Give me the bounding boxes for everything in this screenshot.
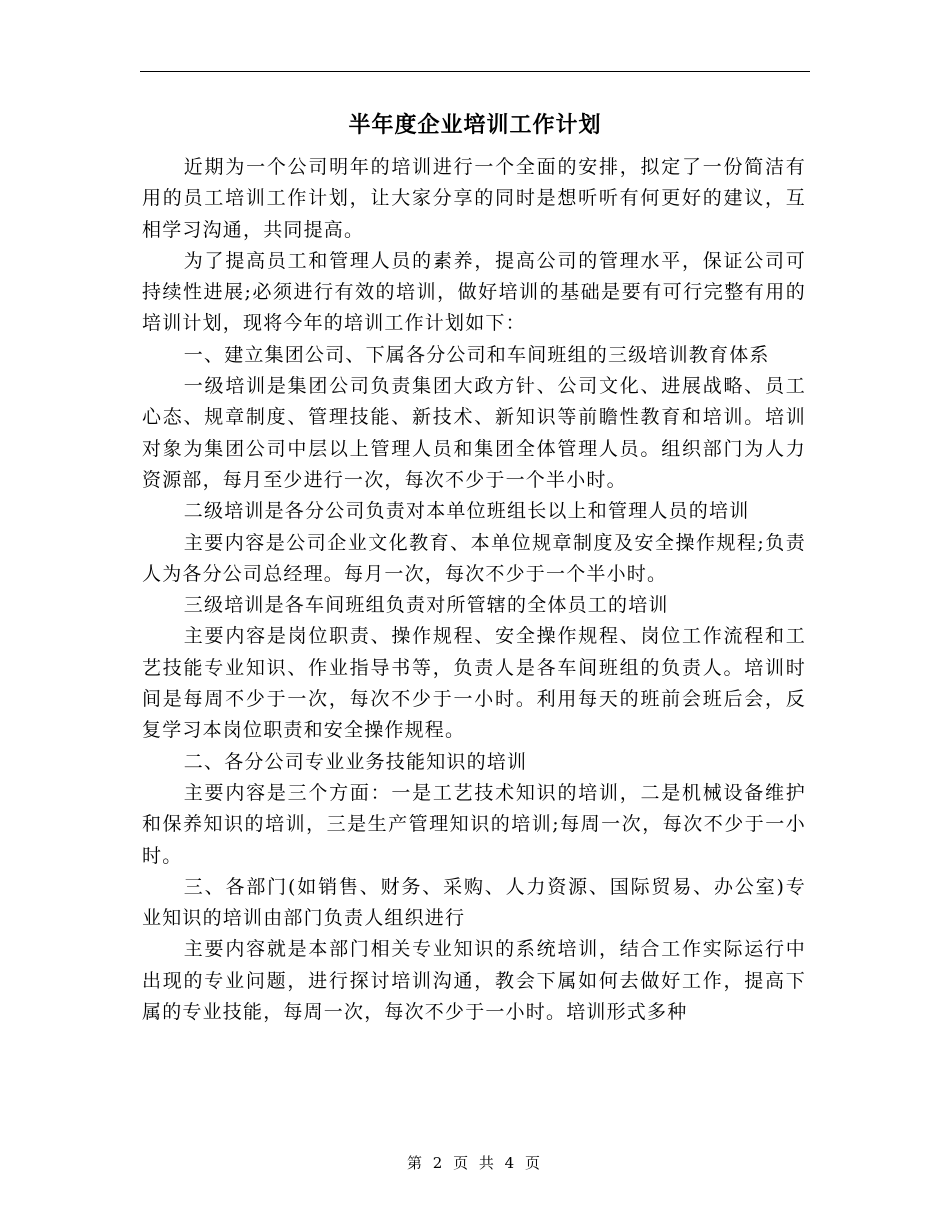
paragraph-section-2-content: 主要内容是三个方面：一是工艺技术知识的培训，二是机械设备维护和保养知识的培训，三是生产管理知识的培训;每周一次，每次不少于一小时。	[142, 781, 806, 867]
document-title: 半年度企业培训工作计划	[348, 112, 602, 138]
section-heading-2: 二、各分公司专业业务技能知识的培训	[183, 750, 528, 773]
paragraph-purpose: 为了提高员工和管理人员的素养，提高公司的管理水平，保证公司可持续性进展;必须进行有效的培训，做好培训的基础是要有可行完整有用的培训计划，现将今年的培训工作计划如下：	[142, 249, 806, 335]
section-heading-1: 一、建立集团公司、下属各分公司和车间班组的三级培训教育体系	[183, 343, 770, 366]
page-number-footer: 第 2 页 共 4 页	[407, 1154, 543, 1172]
paragraph-level-3-training: 三级培训是各车间班组负责对所管辖的全体员工的培训	[183, 594, 669, 617]
section-heading-3: 三、各部门(如销售、财务、采购、人力资源、国际贸易、办公室)专业知识的培训由部门负责人组织进行	[142, 875, 806, 930]
paragraph-level-3-content: 主要内容是岗位职责、操作规程、安全操作规程、岗位工作流程和工艺技能专业知识、作业指导书等，负责人是各车间班组的负责人。培训时间是每周不少于一次，每次不少于一小时。利用每天的班前会班后会，反复学习本岗位职责和安全操作规程。	[142, 625, 806, 742]
paragraph-level-2-content: 主要内容是公司企业文化教育、本单位规章制度及安全操作规程;负责人为各分公司总经理。每月一次，每次不少于一个半小时。	[142, 531, 806, 585]
document-body	[142, 152, 806, 1028]
header-rule	[140, 71, 810, 72]
paragraph-intro: 近期为一个公司明年的培训进行一个全面的安排，拟定了一份简洁有用的员工培训工作计划，让大家分享的同时是想听听有何更好的建议，互相学习沟通，共同提高。	[142, 156, 806, 241]
paragraph-section-3-content: 主要内容就是本部门相关专业知识的系统培训，结合工作实际运行中出现的专业问题，进行探讨培训沟通，教会下属如何去做好工作，提高下属的专业技能，每周一次，每次不少于一小时。培训形式多种	[142, 938, 806, 1024]
paragraph-level-2-training: 二级培训是各分公司负责对本单位班组长以上和管理人员的培训	[183, 500, 750, 523]
paragraph-level-1-training: 一级培训是集团公司负责集团大政方针、公司文化、进展战略、员工心态、规章制度、管理技能、新技术、新知识等前瞻性教育和培训。培训对象为集团公司中层以上管理人员和集团全体管理人员。组织部门为人力资源部，每月至少进行一次，每次不少于一个半小时。	[142, 375, 806, 491]
